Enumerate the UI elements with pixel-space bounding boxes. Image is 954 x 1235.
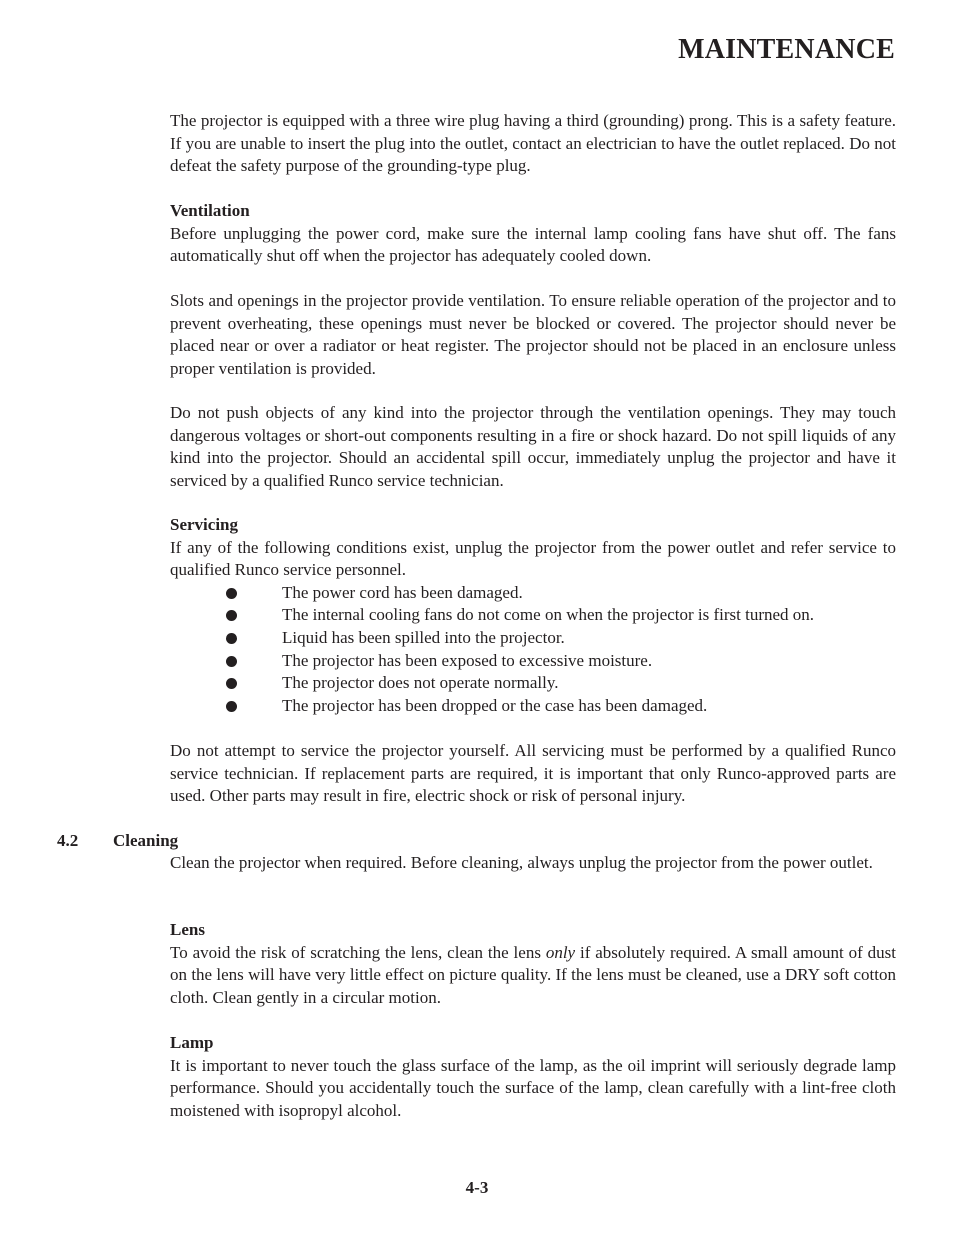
list-item-text: The power cord has been damaged. bbox=[282, 582, 523, 602]
list-item-text: Liquid has been spilled into the projector. bbox=[282, 627, 565, 647]
bullet-icon bbox=[226, 610, 237, 621]
ventilation-section bbox=[170, 200, 896, 268]
lens-heading: Lens bbox=[170, 920, 205, 939]
section-heading-cleaning bbox=[57, 830, 178, 853]
list-item-text: The internal cooling fans do not come on when the projector is first turned on. bbox=[282, 605, 815, 625]
servicing-closing-paragraph: Do not attempt to service the projector yourself. All servicing must be performed by a qualified Runco service technician. If replacement parts are required, it is important that only Runco-approved parts are used. Other parts may result in fire, electric shock or risk of personal injury. bbox=[170, 741, 896, 806]
ventilation-paragraph-2: Slots and openings in the projector provide ventilation. To ensure reliable operation of the projector and to prevent overheating, these openings must never be blocked or covered. The projector should never be placed near or over a radiator or heat register. The projector should not be placed in an enclosure unless proper ventilation is provided. bbox=[170, 291, 896, 378]
servicing-condition-list bbox=[170, 582, 896, 718]
intro-section bbox=[170, 110, 896, 178]
list-item-text: The projector has been exposed to excessive moisture. bbox=[282, 650, 653, 670]
lens-text-after: if absolutely required. A small amount of dust on the lens will have very little effect on picture quality. If the lens must be cleaned, use a DRY soft cotton cloth. Clean gently in a circular motion. bbox=[170, 942, 896, 1007]
page-number: 4-3 bbox=[465, 1178, 489, 1197]
list-item bbox=[170, 672, 896, 695]
ventilation-section-2 bbox=[170, 290, 896, 380]
ventilation-paragraph-1: Before unplugging the power cord, make sure the internal lamp cooling fans have shut off. The fans automatically shut off when the projector has adequately cooled down. bbox=[170, 223, 896, 266]
servicing-heading: Servicing bbox=[170, 515, 238, 534]
servicing-intro: If any of the following conditions exist, unplug the projector from the power outlet and refer service to qualified Runco service personnel. bbox=[170, 537, 896, 580]
servicing-section bbox=[170, 514, 896, 717]
bullet-icon bbox=[226, 656, 237, 667]
lamp-paragraph: It is important to never touch the glass surface of the lamp, as the oil imprint will seriously degrade lamp performance. Should you accidentally touch the surface of the lamp, clean carefully with a lint-free cloth moistened with isopropyl alcohol. bbox=[170, 1055, 896, 1120]
list-item-text: The projector has been dropped or the case has been damaged. bbox=[282, 695, 708, 715]
bullet-icon bbox=[226, 633, 237, 644]
cleaning-intro-paragraph: Clean the projector when required. Before cleaning, always unplug the projector from the power outlet. bbox=[170, 853, 873, 872]
lens-emphasis: only bbox=[545, 942, 576, 962]
lamp-heading: Lamp bbox=[170, 1033, 214, 1052]
list-item bbox=[170, 582, 896, 605]
ventilation-section-3 bbox=[170, 402, 896, 492]
ventilation-heading: Ventilation bbox=[170, 201, 250, 220]
ventilation-paragraph-3: Do not push objects of any kind into the projector through the ventilation openings. They may touch dangerous voltages or short-out components resulting in a fire or shock hazard. Do not spill liquids of any kind into the projector. Should an accidental spill occur, immediately unplug the projector and have it serviced by a qualified Runco service technician. bbox=[170, 403, 896, 490]
lamp-section bbox=[170, 1032, 896, 1122]
bullet-icon bbox=[226, 588, 237, 599]
list-item bbox=[170, 695, 896, 718]
bullet-icon bbox=[226, 701, 237, 712]
list-item-text: The projector does not operate normally. bbox=[282, 673, 559, 693]
section-number: 4.2 bbox=[57, 831, 79, 850]
cleaning-intro-section bbox=[170, 852, 896, 875]
lens-paragraph bbox=[170, 942, 896, 1010]
section-title: Cleaning bbox=[113, 831, 179, 850]
bullet-icon bbox=[226, 678, 237, 689]
lens-text-before: To avoid the risk of scratching the lens, clean the lens bbox=[170, 942, 546, 962]
page-header: MAINTENANCE bbox=[678, 34, 895, 65]
intro-paragraph: The projector is equipped with a three wire plug having a third (grounding) prong. This is a safety feature. If you are unable to insert the plug into the outlet, contact an electrician to have the outlet replaced. Do not defeat the safety purpose of the grounding-type plug. bbox=[170, 111, 896, 176]
lens-section bbox=[170, 919, 896, 1009]
list-item bbox=[170, 627, 896, 650]
list-item bbox=[170, 650, 896, 673]
list-item bbox=[170, 604, 896, 627]
servicing-closing-section bbox=[170, 740, 896, 808]
